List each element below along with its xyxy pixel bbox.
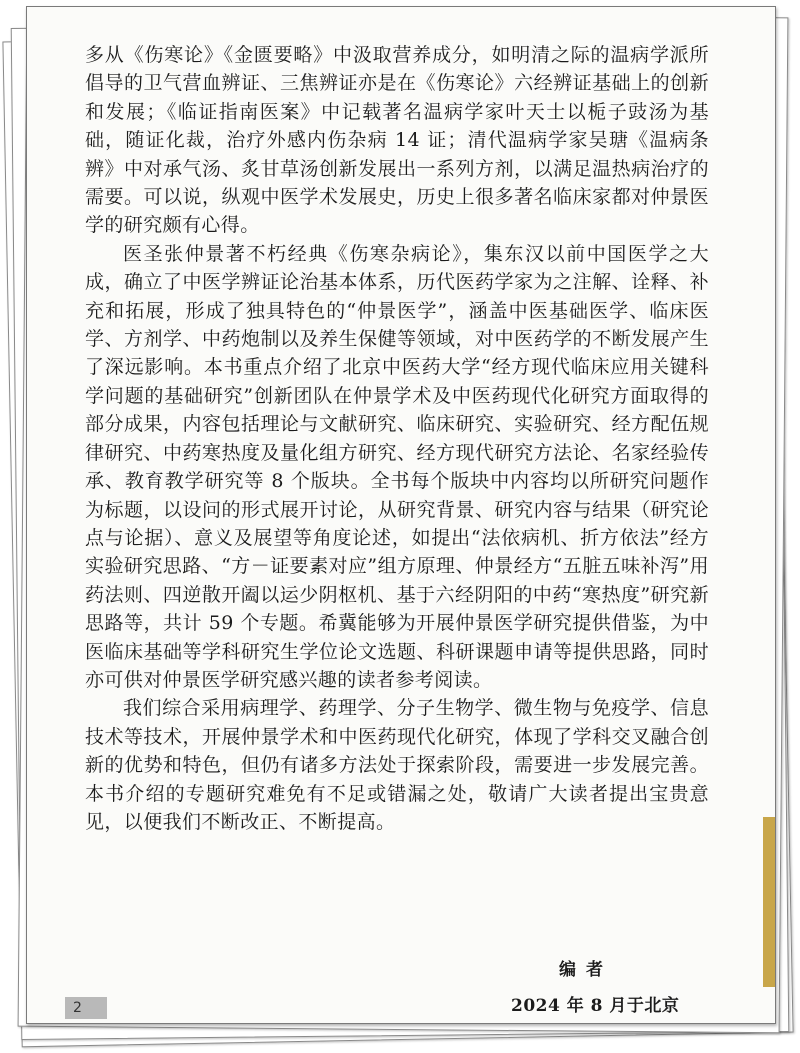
book-page	[26, 6, 776, 1024]
preface-body	[85, 41, 709, 836]
page-number: 2	[65, 997, 107, 1019]
signature-date: 2024 年 8 月于北京	[511, 996, 680, 1016]
paragraph-continued: 多从《伤寒论》《金匮要略》中汲取营养成分，如明清之际的温病学派所倡导的卫气营血辨证、三焦辨证亦是在《伤寒论》六经辨证基础上的创新和发展；《临证指南医案》中记载著名温病学家叶天士以栀子豉汤为基础，随证化裁，治疗外感内伤杂病 14 证；清代温病学家吴瑭《温病条辨》中对承气汤、炙甘草汤创新发展出一系列方剂，以满足温热病治疗的需要。可以说，纵观中医学术发展史，历史上很多著名临床家都对仲景医学的研究颇有心得。	[85, 44, 709, 237]
signature-editor: 编者	[559, 960, 613, 980]
page-edge-accent	[763, 817, 775, 987]
paragraph-closing: 我们综合采用病理学、药理学、分子生物学、微生物与免疫学、信息技术等技术，开展仲景学术和中医药现代化研究，体现了学科交叉融合创新的优势和特色，但仍有诸多方法处于探索阶段，需要进一步发展完善。本书介绍的专题研究难免有不足或错漏之处，敬请广大读者提出宝贵意见，以便我们不断改正、不断提高。	[85, 697, 709, 833]
paragraph-book-introduction: 医圣张仲景著不朽经典《伤寒杂病论》，集东汉以前中国医学之大成，确立了中医学辨证论治基本体系，历代医药学家为之注解、诠释、补充和拓展，形成了独具特色的“仲景医学”，涵盖中医基础医学、临床医学、方剂学、中药炮制以及养生保健等领域，对中医药学的不断发展产生了深远影响。本书重点介绍了北京中医药大学“经方现代临床应用关键科学问题的基础研究”创新团队在仲景学术及中医药现代化研究方面取得的部分成果，内容包括理论与文献研究、临床研究、实验研究、经方配伍规律研究、中药寒热度及量化组方研究、经方现代研究方法论、名家经验传承、教育教学研究等 8 个版块。全书每个版块中内容均以所研究问题作为标题，以设问的形式展开讨论，从研究背景、研究内容与结果（研究论点与论据）、意义及展望等角度论述，如提出“法依病机、折方依法”经方实验研究思路、“方－证要素对应”组方原理、仲景经方“五脏五味补泻”用药法则、四逆散开阖以运少阴枢机、基于六经阴阳的中药“寒热度”研究新思路等，共计 59 个专题。希冀能够为开展仲景医学研究提供借鉴，为中医临床基础等学科研究生学位论文选题、科研课题申请等提供思路，同时亦可供对仲景医学研究感兴趣的读者参考阅读。	[85, 242, 709, 691]
